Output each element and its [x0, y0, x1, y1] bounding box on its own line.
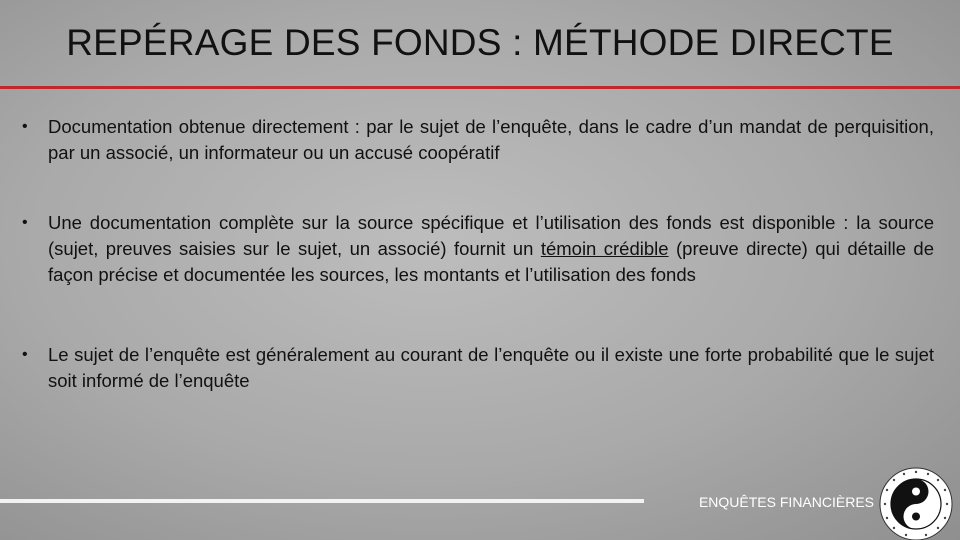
- bullet-lead: Documentation obtenue directement :: [48, 116, 367, 137]
- bullet-list: [22, 114, 934, 394]
- bullet-text: par le sujet de l’enquête, dans le cadre d’un mandat de perquisition, par un associé, un informateur ou un accusé coopératif: [48, 116, 934, 163]
- bullet-item: [22, 342, 934, 394]
- bullet-lead: Une documentation complète sur la source spécifique et l’utilisation des fonds est disponible :: [48, 212, 857, 233]
- footer-divider: [0, 499, 644, 503]
- bullet-text: la source (sujet, preuves saisies sur le sujet, un associé) fournit un: [48, 212, 934, 259]
- yin-yang-seal-icon: [874, 464, 958, 540]
- title-divider: [0, 86, 960, 89]
- bullet-item: [22, 114, 934, 166]
- underlined-term: témoin crédible: [540, 238, 669, 259]
- footer-label: ENQUÊTES FINANCIÈRES: [698, 494, 874, 510]
- bullet-text: (preuve directe) qui détaille de façon précise et documentée les sources, les montants et l’utilisation des fonds: [48, 238, 935, 285]
- bullet-item: [22, 210, 934, 288]
- bullet-text: Le sujet de l’enquête est généralement au courant de l’enquête ou il existe une forte probabilité que le sujet soit informé de l’enquête: [48, 344, 934, 391]
- page-title: REPÉRAGE DES FONDS : MÉTHODE DIRECTE: [66, 22, 894, 63]
- title-bar: [0, 0, 960, 86]
